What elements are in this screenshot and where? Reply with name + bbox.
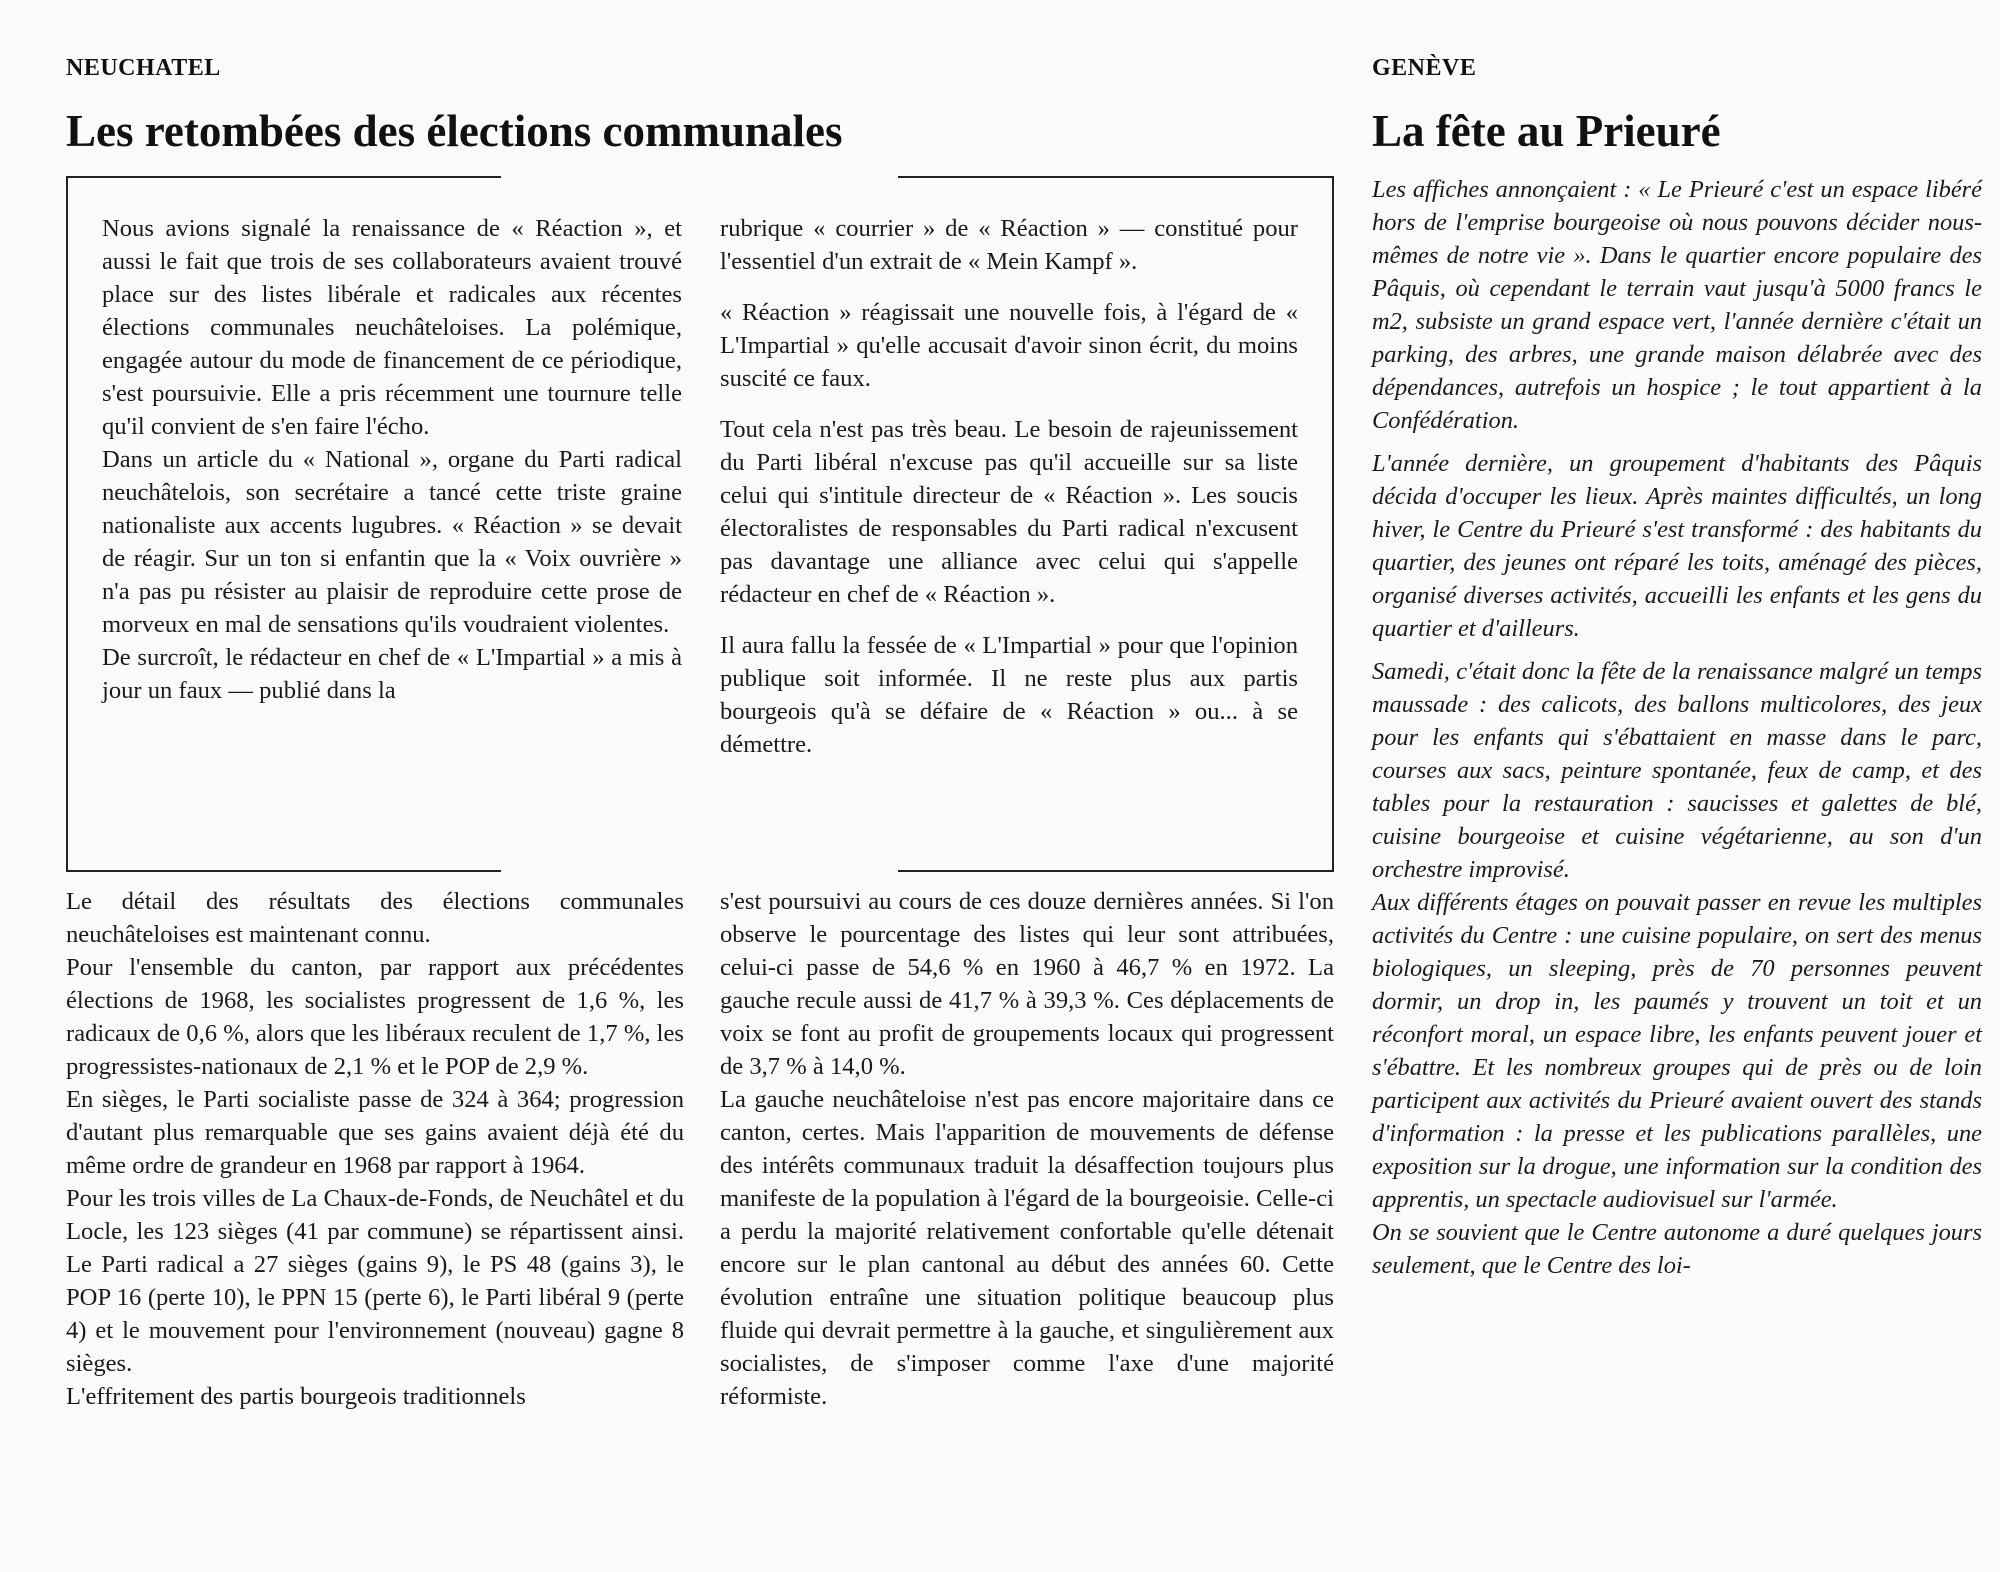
paragraph: Aux différents étages on pouvait passer en revue les multiples activités du Centre : une cuisine populaire, on sert des menus biologiques, un sleeping, près de 70 personnes peuvent dormir, un drop in, les paumés y trouvent un toit et un réconfort moral, un espace libre, les enfants peuvent jouer et s'ébattre. Et les nombreux groupes qui de près ou de loin participent aux activités du Prieuré avaient ouvert des stands d'information : la presse et les publications parallèles, une exposition sur la drogue, une information sur la condition des apprentis, un spectacle audiovisuel sur l'armée. xyxy=(1372,889,1982,1213)
paragraph: L'année dernière, un groupement d'habitants des Pâquis décida d'occuper les lieux. Après maintes difficultés, un long hiver, le Centre du Prieuré s'est transformé : des habitants du quartier, des jeunes ont réparé les toits, aménagé des pièces, organisé diverses activités, accueilli les enfants et les gens du quartier et d'ailleurs. xyxy=(1372,450,1982,642)
paragraph: Tout cela n'est pas très beau. Le besoin de rajeunissement du Parti libéral n'excuse pas qu'il accueille sur sa liste celui qui s'intitule directeur de « Réaction ». Les soucis électoralistes de responsables du Parti radical n'excusent pas davantage une alliance avec celui qui s'appelle rédacteur en chef de « Réaction ». xyxy=(720,416,1298,608)
paragraph: Samedi, c'était donc la fête de la renaissance malgré un temps maussade : des calicots, des ballons multicolores, des jeux pour les enfants qui s'ébattaient en masse dans le parc, courses aux sacs, peinture spontanée, feux de camp, et des tables pour la restauration : saucisses et galettes de blé, cuisine bourgeoise et cuisine végétarienne, au son d'un orchestre improvisé. xyxy=(1372,658,1982,883)
box-border-top-left xyxy=(66,176,501,178)
box-border-left xyxy=(66,176,68,872)
box-border-bottom-left xyxy=(66,870,501,872)
paragraph: On se souvient que le Centre autonome a duré quelques jours seulement, que le Centre des loi- xyxy=(1372,1219,1982,1279)
headline-elections: Les retombées des élections communales xyxy=(66,106,843,156)
box-border-bottom-right xyxy=(898,870,1334,872)
box-border-top-right xyxy=(898,176,1334,178)
paragraph: s'est poursuivi au cours de ces douze dernières années. Si l'on observe le pourcentage des listes qui leur sont attribuées, celui-ci passe de 54,6 % en 1960 à 46,7 % en 1972. La gauche recule aussi de 41,7 % à 39,3 %. Ces déplacements de voix se font au profit de groupements locaux qui progressent de 3,7 % à 14,0 %. xyxy=(720,888,1334,1080)
section-label-geneve: GENÈVE xyxy=(1372,55,1477,81)
box-border-right xyxy=(1332,176,1334,872)
paragraph: L'effritement des partis bourgeois traditionnels xyxy=(66,1383,526,1410)
paragraph: rubrique « courrier » de « Réaction » — constitué pour l'essentiel d'un extrait de « Mein Kampf ». xyxy=(720,215,1298,275)
paragraph: Pour les trois villes de La Chaux-de-Fonds, de Neuchâtel et du Locle, les 123 sièges (41 par commune) se répartissent ainsi. Le Parti radical a 27 sièges (gains 9), le PS 48 (gains 3), le POP 16 (perte 10), le PPN 15 (perte 6), le Parti libéral 9 (perte 4) et le mouvement pour l'environnement (nouveau) gagne 8 sièges. xyxy=(66,1185,684,1377)
paragraph: Les affiches annonçaient : « Le Prieuré c'est un espace libéré hors de l'emprise bourgeoise où nous pouvons décider nous-mêmes de notre vie ». Dans le quartier encore populaire des Pâquis, où cependant le terrain vaut jusqu'à 5000 francs le m2, subsiste un grand espace vert, l'année dernière c'était un parking, des arbres, une grande maison délabrée avec des dépendances, autrefois un hospice ; le tout appartient à la Confédération. xyxy=(1372,176,1982,434)
boxed-column-2 xyxy=(720,212,1298,761)
paragraph: Pour l'ensemble du canton, par rapport aux précédentes élections de 1968, les socialistes progressent de 1,6 %, les radicaux de 0,6 %, alors que les libéraux reculent de 1,7 %, les progressistes-nationaux de 2,1 % et le POP de 2,9 %. xyxy=(66,954,684,1080)
paragraph: Dans un article du « National », organe du Parti radical neuchâtelois, son secrétaire a tancé cette triste graine nationaliste aux accents lugubres. « Réaction » se devait de réagir. Sur un ton si enfantin que la « Voix ouvrière » n'a pas pu résister au plaisir de reproduire cette prose de morveux en mal de sensations qu'ils voudraient violentes. xyxy=(102,446,682,638)
paragraph: De surcroît, le rédacteur en chef de « L'Impartial » a mis à jour un faux — publié dans la xyxy=(102,644,682,704)
body-column-2 xyxy=(720,885,1334,1413)
paragraph: Il aura fallu la fessée de « L'Impartial » pour que l'opinion publique soit informée. Il ne reste plus aux partis bourgeois qu'à se défaire de « Réaction » ou... à se démettre. xyxy=(720,632,1298,758)
section-label-neuchatel: NEUCHATEL xyxy=(66,55,221,81)
body-column-1 xyxy=(66,885,684,1413)
headline-prieure: La fête au Prieuré xyxy=(1372,106,1721,156)
boxed-column-1 xyxy=(102,212,682,707)
geneve-article-column xyxy=(1372,173,1982,1282)
paragraph: La gauche neuchâteloise n'est pas encore majoritaire dans ce canton, certes. Mais l'apparition de mouvements de défense des intérêts communaux traduit la désaffection toujours plus manifeste de la population à l'égard de la bourgeoisie. Celle-ci a perdu la majorité relativement confortable qu'elle détenait encore sur le plan cantonal au début des années 60. Cette évolution entraîne une situation politique beaucoup plus fluide qui devrait permettre à la gauche, et singulièrement aux socialistes, de s'imposer comme l'axe d'une majorité réformiste. xyxy=(720,1086,1334,1410)
paragraph: Le détail des résultats des élections communales neuchâteloises est maintenant connu. xyxy=(66,888,684,948)
paragraph: « Réaction » réagissait une nouvelle fois, à l'égard de « L'Impartial » qu'elle accusait d'avoir sinon écrit, du moins suscité ce faux. xyxy=(720,299,1298,392)
paragraph: En sièges, le Parti socialiste passe de 324 à 364; progression d'autant plus remarquable que ses gains avaient déjà été du même ordre de grandeur en 1968 par rapport à 1964. xyxy=(66,1086,684,1179)
paragraph: Nous avions signalé la renaissance de « Réaction », et aussi le fait que trois de ses collaborateurs avaient trouvé place sur des listes libérale et radicales aux récentes élections communales neuchâteloises. La polémique, engagée autour du mode de financement de ce périodique, s'est poursuivie. Elle a pris récemment une tournure telle qu'il convient de s'en faire l'écho. xyxy=(102,215,682,440)
